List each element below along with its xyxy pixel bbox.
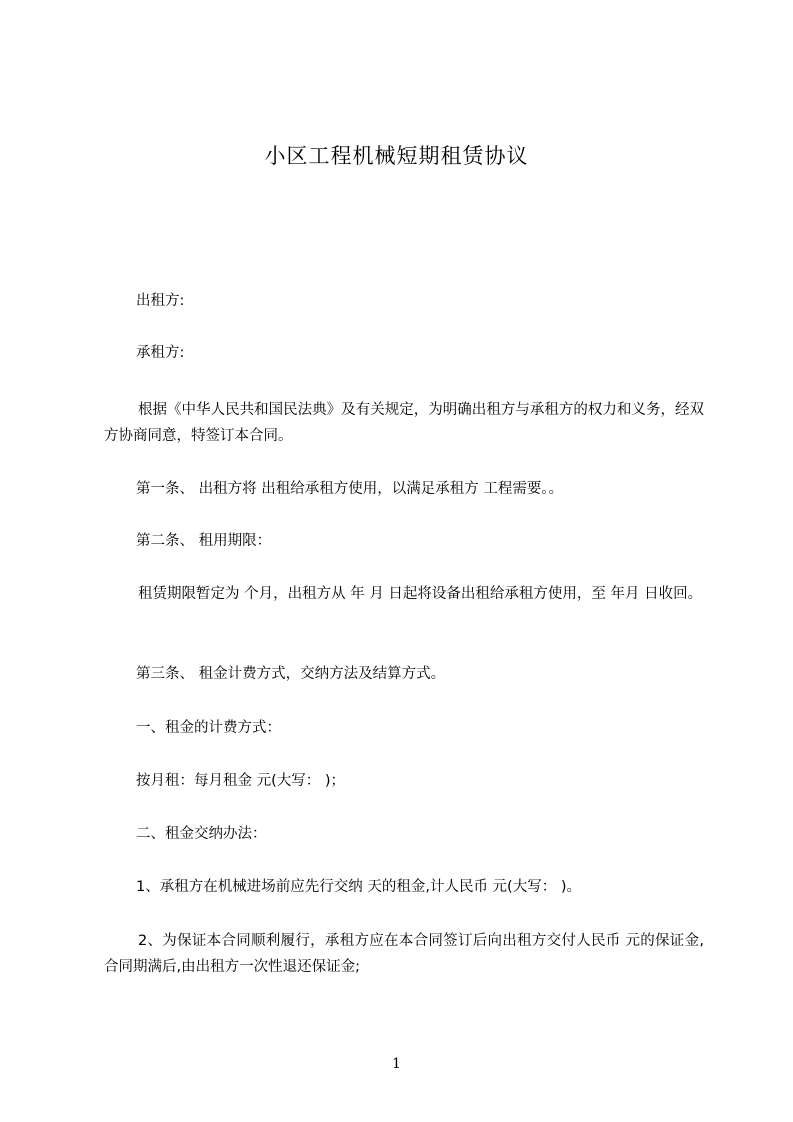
preamble-paragraph: 根据《中华人民共和国民法典》及有关规定，为明确出租方与承租方的权力和义务，经双方协商同意，特签订本合同。 bbox=[104, 402, 704, 444]
article-2-heading: 第二条、 租用期限： bbox=[136, 533, 272, 549]
lessor-line: 出租方: bbox=[136, 293, 185, 309]
section-2-item-1: 1、承租方在机械进场前应先行交纳 天的租金,计人民币 元(大写： )。 bbox=[136, 879, 581, 895]
section-1-heading: 一、租金的计费方式： bbox=[136, 720, 281, 736]
lessee-line: 承租方: bbox=[136, 345, 185, 361]
article-3-heading: 第三条、 租金计费方式，交纳方法及结算方式。 bbox=[136, 666, 446, 682]
article-1: 第一条、 出租方将 出租给承租方使用，以满足承租方 工程需要。。 bbox=[136, 481, 564, 497]
section-2-item-2: 2、为保证本合同顺利履行，承租方应在本合同签订后向出租方交付人民币 元的保证金,合同期满后,由出租方一次性退还保证金; bbox=[104, 933, 704, 975]
section-2-heading: 二、租金交纳办法： bbox=[136, 826, 267, 842]
article-2-body: 租赁期限暂定为 个月，出租方从 年 月 日起将设备出租给承租方使用，至 年月 日收回。 bbox=[138, 586, 703, 602]
page-number: 1 bbox=[392, 1056, 401, 1072]
section-1-body: 按月租：每月租金 元(大写： )； bbox=[136, 773, 346, 789]
document-title: 小区工程机械短期租赁协议 bbox=[264, 144, 529, 168]
